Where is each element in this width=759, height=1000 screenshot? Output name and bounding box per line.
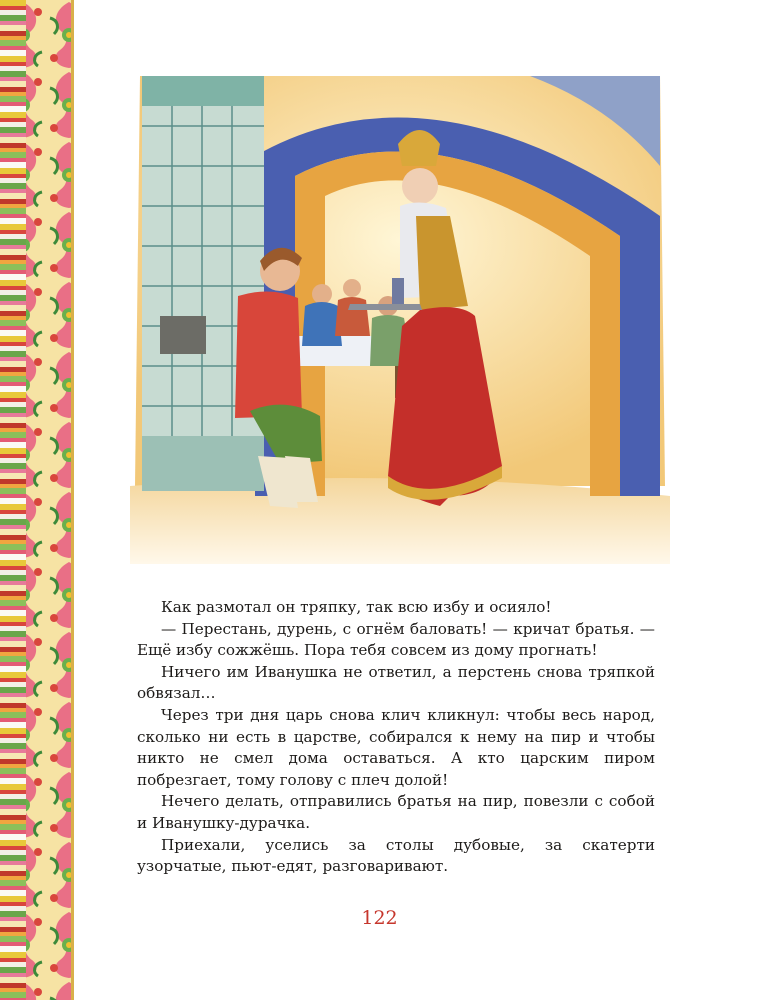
paragraph-5: Нечего делать, отправились братья на пир, повезли с собой и Иванушку-дурачка. [137, 792, 655, 832]
paragraph-1: Как размотал он тряпку, так всю избу и осияло! [161, 598, 552, 616]
story-illustration [130, 66, 670, 564]
paragraph-4: Через три дня царь снова клич кликнул: чтобы весь народ, сколько ни есть в царстве, собирался к нему на пир и чтобы никто не смел дома оставаться. А кто царским пиром побрезгает, тому голову с плеч долой! [137, 705, 655, 789]
story-text [137, 597, 655, 878]
paragraph-3: Ничего им Иванушка не ответил, а перстень снова тряпкой обвязал… [137, 662, 655, 703]
decorative-border [0, 0, 74, 1000]
page-number: 122 [361, 907, 398, 929]
paragraph-2: — Перестань, дурень, с огнём баловать! — кричат братья. — Ещё избу сожжёшь. Пора тебя совсем из дому прогнать! [137, 619, 655, 660]
paragraph-6: Приехали, уселись за столы дубовые, за скатерти узорчатые, пьют-едят, разговаривают. [137, 835, 655, 876]
